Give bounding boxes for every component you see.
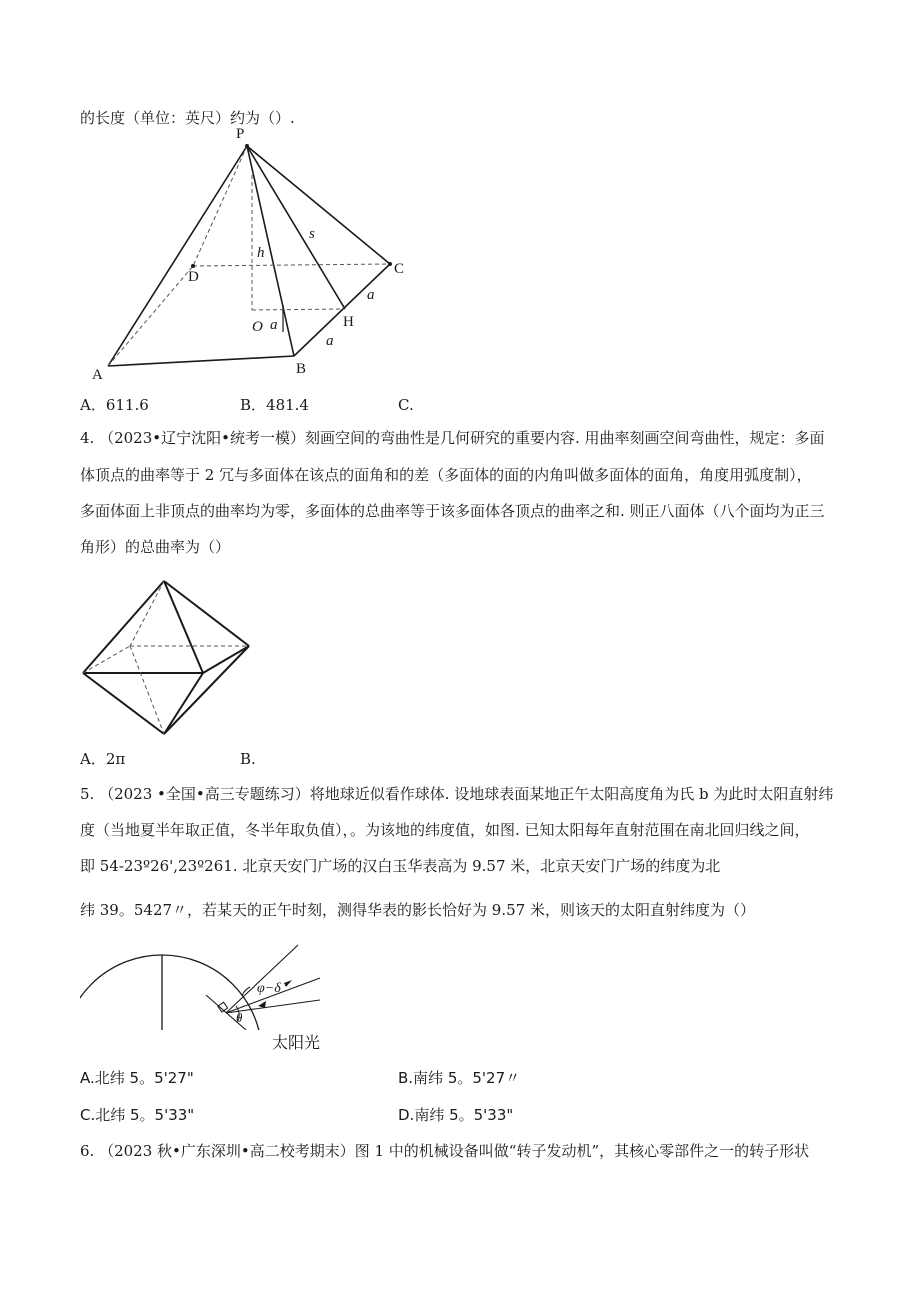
edge-DC-hidden: [193, 264, 390, 266]
q3-text: 的长度（单位：英尺）约为（）.: [80, 109, 295, 127]
earth-sunlight-figure: [80, 938, 350, 1058]
edge-PC: [247, 146, 390, 264]
q5-line-1: 5. （2023 •全国•高三专题练习）将地球近似看作球体. 设地球表面某地正午太阳高度角为氏 b 为此时太阳直射纬: [80, 785, 834, 803]
pyramid-figure: [80, 118, 420, 388]
q4-line-4: 角形）的总曲率为（）: [80, 538, 231, 556]
oct-edge-top-left: [83, 581, 164, 673]
edge-PA: [108, 146, 247, 366]
q5-line-3: 即 54-23º26',23º261. 北京天安门广场的汉白玉华表高为 9.57 米，北京天安门广场的纬度为北: [80, 857, 721, 875]
octahedron-figure: [78, 575, 258, 740]
edge-AB: [108, 356, 294, 366]
vertex-D: [191, 264, 195, 268]
label-theta: θ: [236, 1010, 243, 1025]
label-O: O: [252, 319, 263, 335]
label-P: P: [236, 126, 245, 142]
label-a-OH: a: [270, 317, 278, 333]
edge-AD-hidden: [108, 266, 193, 366]
q5-option-c[interactable]: C.北纬 5。5'33": [80, 1106, 195, 1124]
label-D: D: [188, 269, 199, 285]
oct-edge-bottom-right: [164, 646, 249, 734]
edge-PH: [247, 146, 345, 309]
label-s: s: [309, 226, 315, 242]
q5-line-2: 度（当地夏半年取正值，冬半年取负值），。为该地的纬度值，如图. 已知太阳每年直射范围在南北回归线之间，: [80, 821, 810, 839]
oct-edge-left-back-hidden: [83, 646, 130, 673]
label-sunlight: 太阳光: [272, 1035, 321, 1052]
q4-line-3: 多面体面上非顶点的曲率均为零，多面体的总曲率等于该多面体各顶点的曲率之和. 则正八面体（八个面均为正三: [80, 502, 825, 520]
q5-option-b[interactable]: B.南纬 5。5'27〃: [398, 1069, 521, 1087]
oct-edge-bottom-left: [83, 673, 164, 734]
q5-option-d[interactable]: D.南纬 5。5'33": [398, 1106, 514, 1124]
label-a-BH: a: [326, 333, 334, 349]
edge-PD-hidden: [193, 146, 247, 266]
q3-option-c[interactable]: C.: [398, 396, 414, 414]
label-a-HC: a: [367, 287, 375, 303]
q3-option-b[interactable]: B．481.4: [240, 396, 309, 414]
q6-line-1: 6. （2023 秋•广东深圳•高二校考期末）图 1 中的机械设备叫做“转子发动机”，其核心零部件之一的转子形状: [80, 1142, 810, 1160]
q5-option-a[interactable]: A.北纬 5。5'27": [80, 1069, 194, 1087]
label-C: C: [394, 261, 405, 277]
vertex-C: [388, 262, 392, 266]
q4-option-b[interactable]: B.: [240, 750, 256, 768]
earth-circle: [80, 955, 262, 1058]
q3-option-a[interactable]: A．611.6: [80, 396, 149, 414]
edge-BC: [294, 264, 390, 356]
label-h: h: [257, 245, 265, 261]
label-B: B: [296, 361, 307, 377]
q4-line-2: 体顶点的曲率等于 2 冗与多面体在该点的面角和的差（多面体的面的内角叫做多面体的面角，角度用弧度制），: [80, 466, 812, 484]
q5-line-4: 纬 39。5427〃，若某天的正午时刻，测得华表的影长恰好为 9.57 米，则该天的太阳直射纬度为（）: [80, 901, 755, 919]
q4-line-1: 4. （2023•辽宁沈阳•统考一模）刻画空间的弯曲性是几何研究的重要内容. 用曲率刻画空间弯曲性，规定：多面: [80, 429, 825, 447]
oct-edge-bottom-front: [164, 673, 203, 734]
vertex-P: [245, 144, 249, 148]
segment-OH-hidden: [252, 309, 345, 310]
arrow-upper: [284, 980, 292, 987]
label-A: A: [92, 367, 103, 383]
label-phi-delta: φ−δ: [257, 981, 281, 996]
q4-option-a[interactable]: A．2π: [80, 750, 126, 768]
arrow-lower: [258, 1001, 266, 1008]
label-H: H: [343, 314, 354, 330]
sunlight-line-upper-top: [226, 945, 298, 1013]
